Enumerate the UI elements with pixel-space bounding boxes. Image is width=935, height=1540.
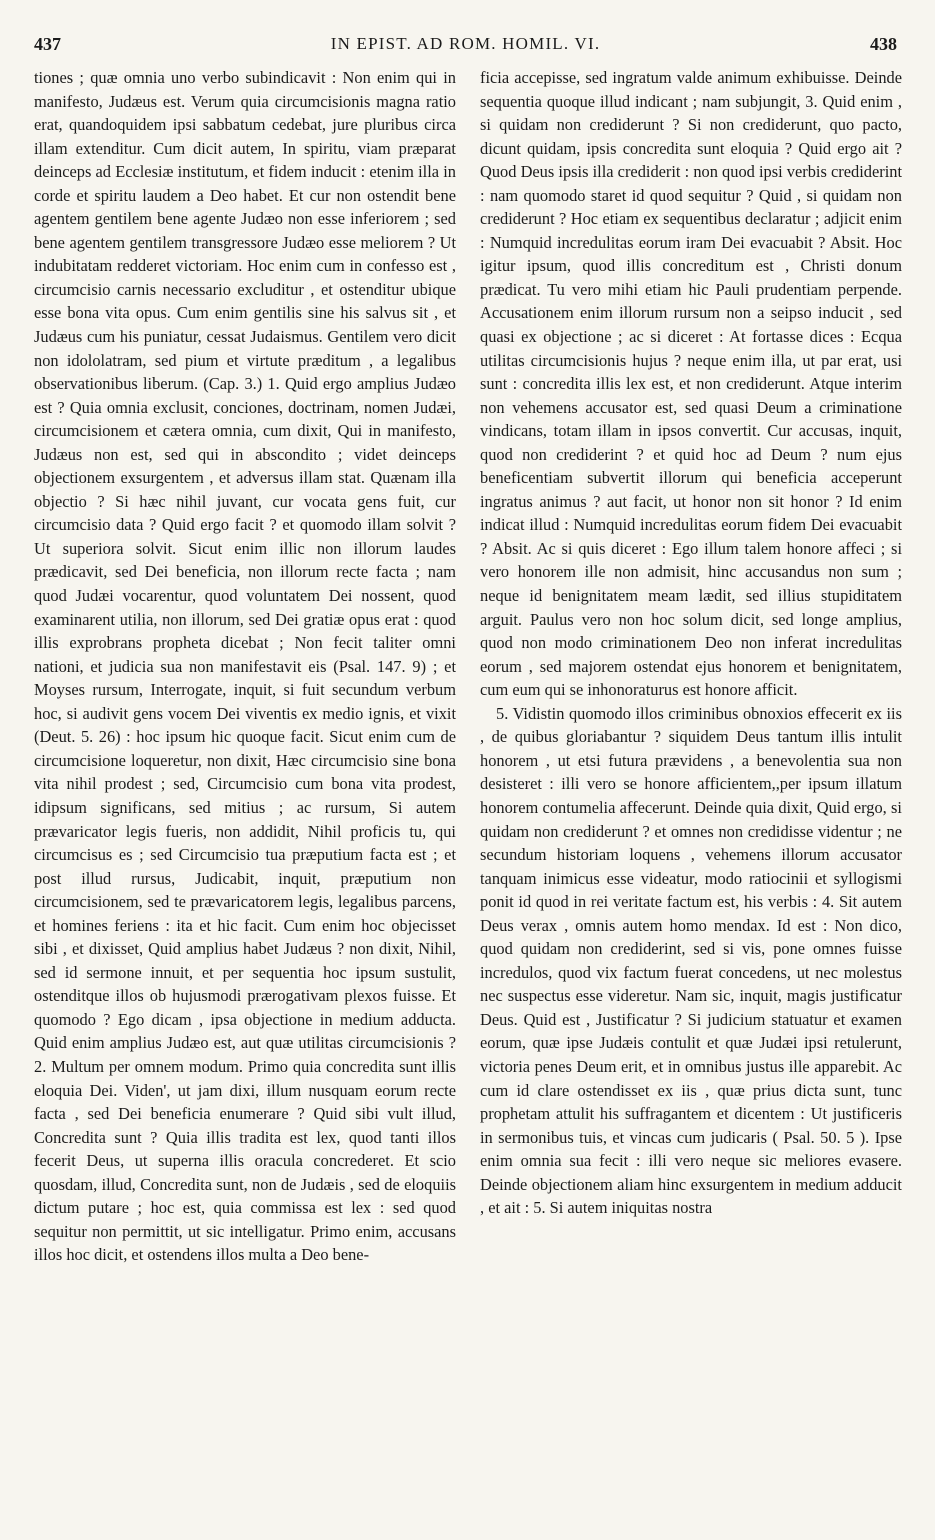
running-title: IN EPIST. AD ROM. HOMIL. VI. [330,34,601,53]
left-column [34,66,456,1267]
right-paragraph-1: ficia accepisse, sed ingratum valde animum exhibuisse. Deinde sequentia quoque illud indicant ; nam subjungit, 3. Quid enim , si quidam non crediderunt ? Si non crediderunt, quo pacto, dicunt quidam, ipsis concredita sunt eloquia ? Quid ergo ait ? Quod Deus ipsis illa crediderit : non quod ipsi verbis crediderint : nam quomodo staret id quod sequitur ? Quid , si quidam non crediderunt ? Hoc etiam ex sequentibus declaratur ; adjicit enim : Numquid incredulitas eorum iram Dei evacuabit ? Absit. Hoc igitur ipsum, quod illis concreditum est , Christi donum prædicat. Tu vero mihi etiam hic Pauli prudentiam perpende. Accusationem enim illorum rursum non a seipso inducit , sed quasi ex objectione ; ac si diceret : At fortasse dices : Ecqua utilitas circumcisionis hujus ? neque enim illa, ut par erat, usi sunt : concredita illis lex est, et non crediderunt. Atque interim non vehemens accusator est, sed quasi Deum a criminatione vindicans, totam illam in ipsos convertit. Cur accusas, inquit, quod non crediderint ? et quid hoc ad Deum ? num ejus beneficentiam subvertit illorum qui beneficia acceperunt ingratus animus ? aut facit, ut honor non sit honor ? Id enim indicat illud : Numquid incredulitas eorum fidem Dei evacuabit ? Absit. Ac si quis diceret : Ego illum talem honore affeci ; si vero honorem ille non admisit, hinc accusandus non sum ; neque id benignitatem meam lædit, sed illius stupiditatem arguit. Paulus vero non hoc solum dicit, sed longe amplius, quod non modo criminationem Deo non inferat incredulitas eorum , sed majorem ostendat ejus honorem et benignitatem, cum eum qui se inhonoraturus est honore afficit. [480,68,902,700]
page-number-left: 437 [34,34,61,54]
right-paragraph-2: 5. Vidistin quomodo illos criminibus obnoxios effecerit ex iis , de quibus gloriabantur ? siquidem Deus tantum illis intulit honorem , ut etsi futura prævidens , a benevolentia sua non desisteret : illi vero se honore afficientem,,per ipsum illatum honorem contumelia affecerunt. Deinde quia dixit, Quid ergo, si quidam non crediderunt ? et omnes non credidisse videntur ; ne secundum historiam loquens , vehemens illorum accusator tanquam inimicus esse videatur, modo ratiocinii et syllogismi ponit id quod in rei veritate factum est, his verbis : 4. Sit autem Deus verax , omnis autem homo mendax. Id est : Non dico, quod quidam non crediderint, sed si vis, pone omnes fuisse incredulos, quod vix factum fuerat concedens, ut nec molestus nec suspectus esse videretur. Nam sic, inquit, magis justificatur Deus. Quid est , Justificatur ? Si judicium statuatur et examen eorum, quæ ipse Judæis contulit et quæ Judæi ipsi retulerunt, victoria penes Deum erit, et in omnibus justus ille apparebit. Ac cum id clare ostendisset ex iis , quæ prius dicta sunt, tunc prophetam attulit his suffragantem et dicentem : Ut justificeris in sermonibus tuis, et vincas cum judicaris ( Psal. 50. 5 ). Ipse enim omnia sua fecit : illi vero neque sic meliores evasere. Deinde objectionem aliam hinc exsurgentem in medium adducit , et ait : 5. Si autem iniquitas nostra [480,703,902,1218]
left-paragraph-1: tiones ; quæ omnia uno verbo subindicavit : Non enim qui in manifesto, Judæus est. Verum quia circumcisionis magna ratio erat, quandoquidem ipsi sabbatum cedebat, jure pluribus circa illam extenditur. Cum dicit autem, In spiritu, viam præparat deinceps ad Ecclesiæ institutum, et fidem inducit : etenim illa in corde et spiritu laudem a Deo habet. Et cur non ostendit bene agentem gentilem bene agente Judæo non esse inferiorem ; sed bene agentem gentilem transgressore Judæo esse meliorem ? Ut indubitatam redderet victoriam. Hoc enim cum in confesso est , circumcisio carnis necessario excluditur , et ostenditur ubique esse bona vita opus. Cum enim gentilis sine his salvus sit , et Judæus cum his puniatur, cessat Judaismus. Gentilem vero dicit non idololatram, sed pium et virtute præditum , a legalibus observationibus liberum. (Cap. 3.) 1. Quid ergo amplius Judæo est ? Quia omnia exclusit, conciones, doctrinam, nomen Judæi, circumcisionem et cætera omnia, cum dixit, Qui in manifesto, Judæus non est, sed qui in abscondito ; videt deinceps objectionem exsurgentem , et adversus illam stat. Quænam illa objectio ? Si hæc nihil juvant, cur vocata gens fuit, cur circumcisio data ? Quid ergo facit ? et quomodo illam solvit ? Ut superiora solvit. Sicut enim illic non illorum laudes prædicavit, sed Dei beneficia, non illorum recte facta ; nam quod Judæi vocarentur, quod voluntatem Dei nossent, quod examinarent utilia, non illorum, sed Dei gratiæ opus erat : quod illis exprobrans propheta dicebat ; Non fecit taliter omni nationi, et judicia sua non manifestavit eis (Psal. 147. 9) ; et Moyses rursum, Interrogate, inquit, si fuit secundum verbum hoc, si audivit gens vocem Dei viventis ex medio ignis, et vixit (Deut. 5. 26) : hoc ipsum hic quoque facit. Sicut enim cum de circumcisione loqueretur, non dixit, Hæc circumcisio sine bona vita nihil prodest ; sed, Circumcisio cum bona vita prodest, idipsum significans, sed mitius ; ac rursum, Si autem prævaricator legis fueris, non addidit, Nihil proficis tu, qui circumcisus es ; sed Circumcisio tua præputium facta est ; et post illud rursus, Judicabit, inquit, præputium non circumcisionem, sed te prævaricatorem legis, legalibus parcens, et homines feriens : ita et hic facit. Cum enim hoc objecisset sibi , et dixisset, Quid amplius habet Judæus ? non dixit, Nihil, sed id sermone innuit, et per sequentia hoc ipsum sustulit, ostenditque illos ob hujusmodi prærogativam plexos fuisse. Et quomodo ? Ego dicam , ipsa objectione in medium adducta. Quid enim amplius Judæo est, aut quæ utilitas circumcisionis ? 2. Multum per omnem modum. Primo quia concredita sunt illis eloquia Dei. Viden', ut jam dixi, illum nusquam eorum recte facta , sed Dei beneficia enumerare ? Quid sibi vult illud, Concredita sunt ? Quia illis tradita est lex, quod tanti illos fecerit Deus, ut superna illis oracula concrederet. Et scio quosdam, illud, Concredita sunt, non de Judæis , sed de eloquiis dictum putare ; hoc est, quia commissa est lex : sed quod sequitur non permittit, ut sic intelligatur. Primo enim, accusans illos hoc dicit, et ostendens illos multa a Deo bene- [34,68,456,1265]
page-number-right: 438 [870,34,897,54]
right-column [480,66,902,1220]
running-header [34,34,897,58]
